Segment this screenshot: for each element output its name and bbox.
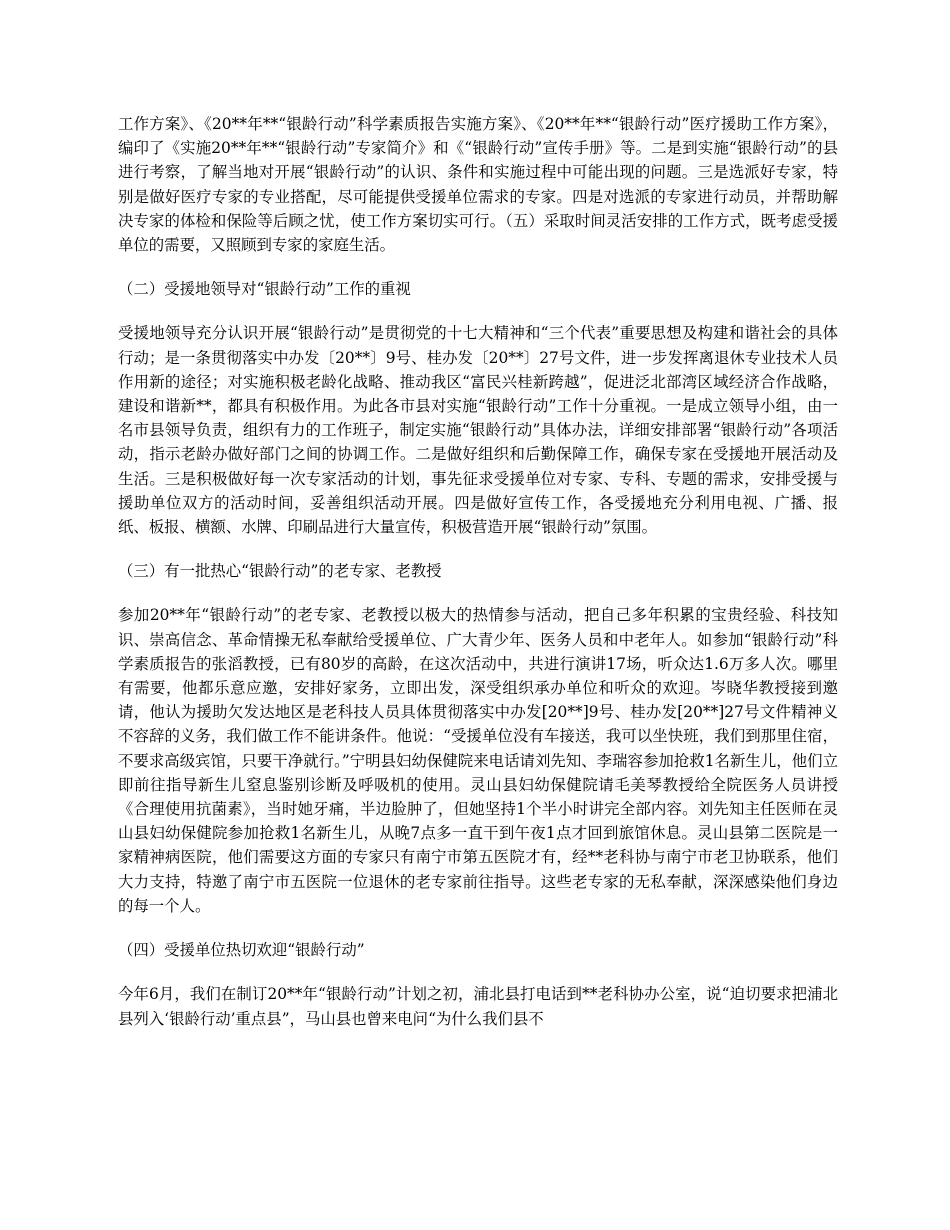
section-heading: （二）受援地领导对“银龄行动”工作的重视 <box>118 280 411 299</box>
body-paragraph: 受援地领导充分认识开展“银龄行动”是贯彻党的十七大精神和“三个代表”重要思想及构建和谐社会的具体行动；是一条贯彻落实中办发〔20**〕9号、桂办发〔20**〕27号文件，进一步发挥离退休专业技术人员作用新的途径；对实施积极老龄化战略、推动我区“富民兴桂新跨越”，促进泛北部湾区域经济合作战略，建设和谐新**，都具有积极作用。为此各市县对实施“银龄行动”工作十分重视。一是成立领导小组，由一名市县领导负责，组织有力的工作班子，制定实施“银龄行动”具体办法，详细安排部署“银龄行动”各项活动，指示老龄办做好部门之间的协调工作。二是做好组织和后勤保障工作，确保专家在受援地开展活动及生活。三是积极做好每一次专家活动的计划，事先征求受援单位对专家、专科、专题的需求，安排受援与援助单位双方的活动时间，妥善组织活动开展。四是做好宣传工作，各受援地充分利用电视、广播、报纸、板报、横额、水牌、印刷品进行大量宣传，积极营造开展“银龄行动”氛围。 <box>118 324 838 537</box>
section-heading: （四）受援单位热切欢迎“银龄行动” <box>118 941 365 960</box>
body-paragraph: 参加20**年“银龄行动”的老专家、老教授以极大的热情参与活动，把自己多年积累的宝贵经验、科技知识、崇高信念、革命情操无私奉献给受援单位、广大青少年、医务人员和中老年人。如参加“银龄行动”科学素质报告的张滔教授，已有80岁的高龄，在这次活动中，共进行演讲17场，听众达1.6万多人次。哪里有需要，他都乐意应邀，安排好家务，立即出发，深受组织承办单位和听众的欢迎。岑晓华教授接到邀请，他认为援助欠发达地区是老科技人员具体贯彻落实中办发[20**]9号、桂办发[20**]27号文件精神义不容辞的义务，我们做工作不能讲条件。他说：“受援单位没有车接送，我可以坐快班，我们到那里住宿，不要求高级宾馆，只要干净就行。”宁明县妇幼保健院来电话请刘先知、李瑞容参加抢救1名新生儿，他们立即前往指导新生儿窒息鉴别诊断及呼吸机的使用。灵山县妇幼保健院请毛美琴教授给全院医务人员讲授《合理使用抗菌素》，当时她牙痛，半边脸肿了，但她坚持1个半小时讲完全部内容。刘先知主任医师在灵山县妇幼保健院参加抢救1名新生儿，从晚7点多一直干到午夜1点才回到旅馆休息。灵山县第二医院是一家精神病医院，他们需要这方面的专家只有南宁市第五医院才有，经**老科协与南宁市老卫协联系，他们大力支持，特邀了南宁市五医院一位退休的老专家前往指导。这些老专家的无私奉献，深深感染他们身边的每一个人。 <box>118 606 838 915</box>
body-paragraph: 今年6月，我们在制订20**年“银龄行动”计划之初，浦北县打电话到**老科协办公室，说“迫切要求把浦北县列入‘银龄行动’重点县”，马山县也曾来电问“为什么我们县不 <box>118 985 838 1028</box>
body-paragraph: 工作方案》、《20**年**“银龄行动”科学素质报告实施方案》、《20**年**“银龄行动”医疗援助工作方案》，编印了《实施20**年**“银龄行动”专家简介》和《“银龄行动”宣传手册》等。二是到实施“银龄行动”的县进行考察，了解当地对开展“银龄行动”的认识、条件和实施过程中可能出现的问题。三是选派好专家，特别是做好医疗专家的专业搭配，尽可能提供受援单位需求的专家。四是对选派的专家进行动员，并帮助解决专家的体检和保险等后顾之忧，使工作方案切实可行。（五）采取时间灵活安排的工作方式，既考虑受援单位的需要，又照顾到专家的家庭生活。 <box>118 115 838 255</box>
document-page <box>118 112 838 1051</box>
section-heading: （三）有一批热心“银龄行动”的老专家、老教授 <box>118 562 442 581</box>
